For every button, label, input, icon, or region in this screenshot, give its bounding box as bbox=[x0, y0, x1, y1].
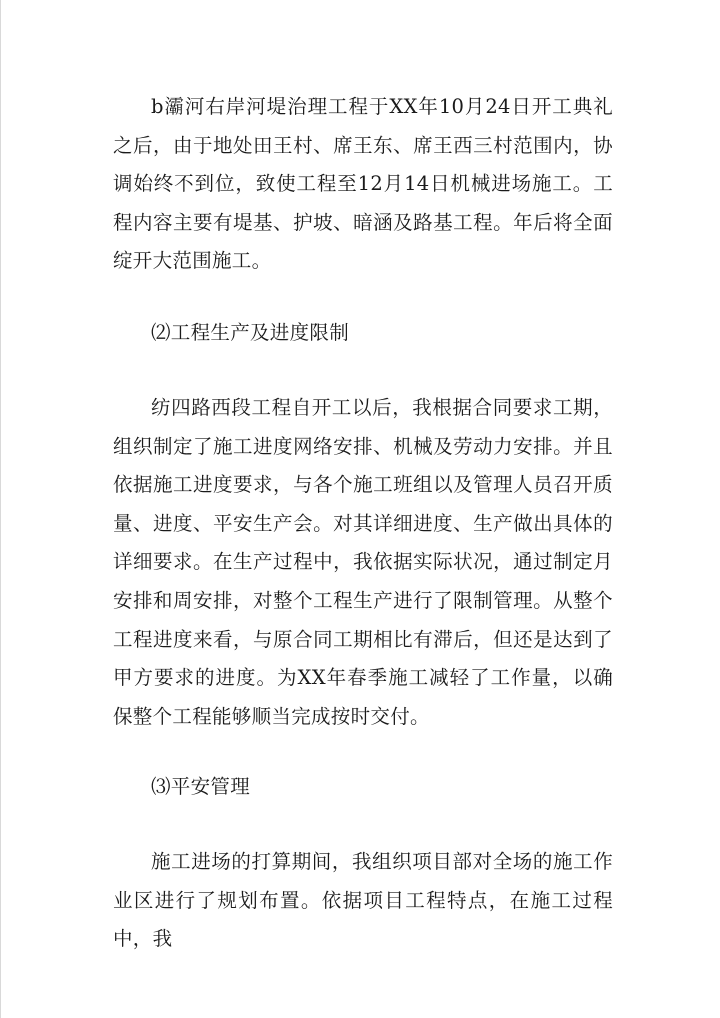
paragraph-progress-control: 纺四路西段工程自开工以后，我根据合同要求工期，组织制定了施工进度网络安排、机械及劳动力安排。并且依据施工进度要求，与各个施工班组以及管理人员召开质量、进度、平安生产会。对其详细进度、生产做出具体的详细要求。在生产过程中，我依据实际状况，通过制定月安排和周安排，对整个工程生产进行了限制管理。从整个工程进度来看，与原合同工期相比有滞后，但还是达到了甲方要求的进度。为XX年春季施工减轻了工作量，以确保整个工程能够顺当完成按时交付。 bbox=[113, 396, 613, 728]
section-heading-progress-control: ⑵工程生产及进度限制 bbox=[151, 321, 350, 344]
paragraph-safety-management: 施工进场的打算期间，我组织项目部对全场的施工作业区进行了规划布置。依据项目工程特点，在施工过程中，我 bbox=[113, 850, 613, 951]
paragraph-river-embankment: b灞河右岸河堤治理工程于XX年10月24日开工典礼之后，由于地处田王村、席王东、席王西三村范围内，协调始终不到位，致使工程至12月14日机械进场施工。工程内容主要有堤基、护坡、暗涵及路基工程。年后将全面绽开大范围施工。 bbox=[113, 95, 613, 273]
section-heading-safety-management: ⑶平安管理 bbox=[151, 775, 251, 798]
